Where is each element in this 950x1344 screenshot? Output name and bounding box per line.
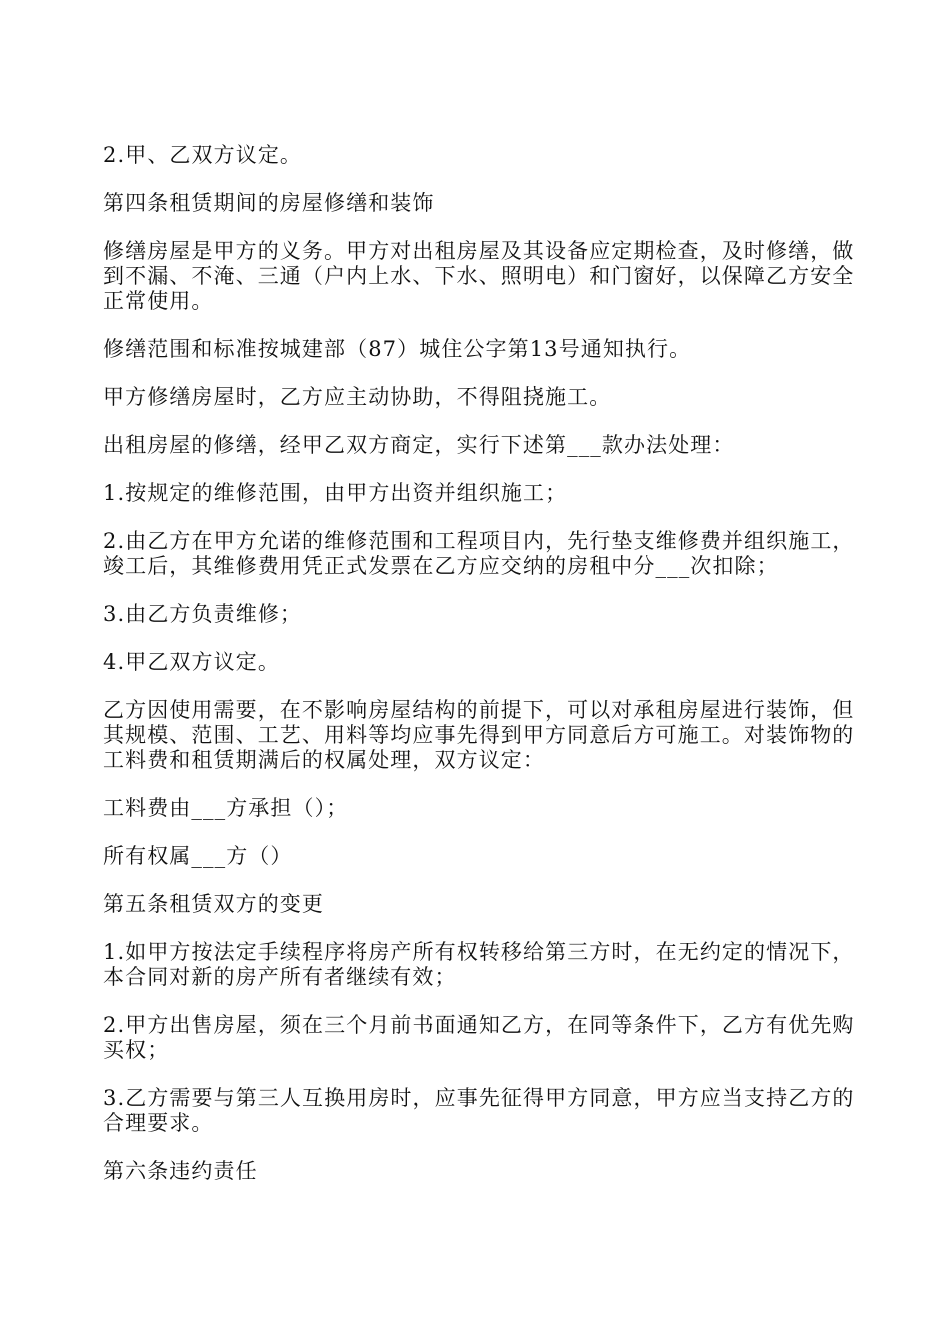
clause-item: 1.如甲方按法定手续程序将房产所有权转移给第三方时，在无约定的情况下，本合同对新的房产所有者继续有效； xyxy=(103,940,855,989)
article-heading: 第四条租赁期间的房屋修缮和装饰 xyxy=(103,191,435,215)
clause-item: 2.甲方出售房屋，须在三个月前书面通知乙方，在同等条件下，乙方有优先购买权； xyxy=(103,1013,855,1062)
body-paragraph: 所有权属___方（） xyxy=(103,844,293,868)
article-heading: 第六条违约责任 xyxy=(103,1159,258,1183)
clause-item: 3.由乙方负责维修； xyxy=(103,602,303,626)
clause-item: 2.由乙方在甲方允诺的维修范围和工程项目内，先行垫支维修费并组织施工，竣工后，其维修费用凭正式发票在乙方应交纳的房租中分___次扣除； xyxy=(103,529,855,578)
article-heading: 第五条租赁双方的变更 xyxy=(103,892,324,916)
body-paragraph: 工料费由___方承担（）； xyxy=(103,796,349,820)
body-paragraph: 修缮范围和标准按城建部（87）城住公字第13号通知执行。 xyxy=(103,337,692,361)
clause-item: 2.甲、乙双方议定。 xyxy=(103,143,303,167)
body-paragraph: 出租房屋的修缮，经甲乙双方商定，实行下述第___款办法处理： xyxy=(103,433,735,457)
body-paragraph: 乙方因使用需要，在不影响房屋结构的前提下，可以对承租房屋进行装饰，但其规模、范围、工艺、用料等均应事先得到甲方同意后方可施工。对装饰物的工料费和租赁期满后的权属处理，双方议定： xyxy=(103,698,855,772)
body-paragraph: 甲方修缮房屋时，乙方应主动协助，不得阻挠施工。 xyxy=(103,385,612,409)
clause-item: 1.按规定的维修范围，由甲方出资并组织施工； xyxy=(103,481,568,505)
clause-item: 3.乙方需要与第三人互换用房时，应事先征得甲方同意，甲方应当支持乙方的合理要求。 xyxy=(103,1086,855,1135)
body-paragraph: 修缮房屋是甲方的义务。甲方对出租房屋及其设备应定期检查，及时修缮，做到不漏、不淹、三通（户内上水、下水、照明电）和门窗好，以保障乙方安全正常使用。 xyxy=(103,239,855,313)
clause-item: 4.甲乙双方议定。 xyxy=(103,650,280,674)
document-body xyxy=(103,143,863,1207)
